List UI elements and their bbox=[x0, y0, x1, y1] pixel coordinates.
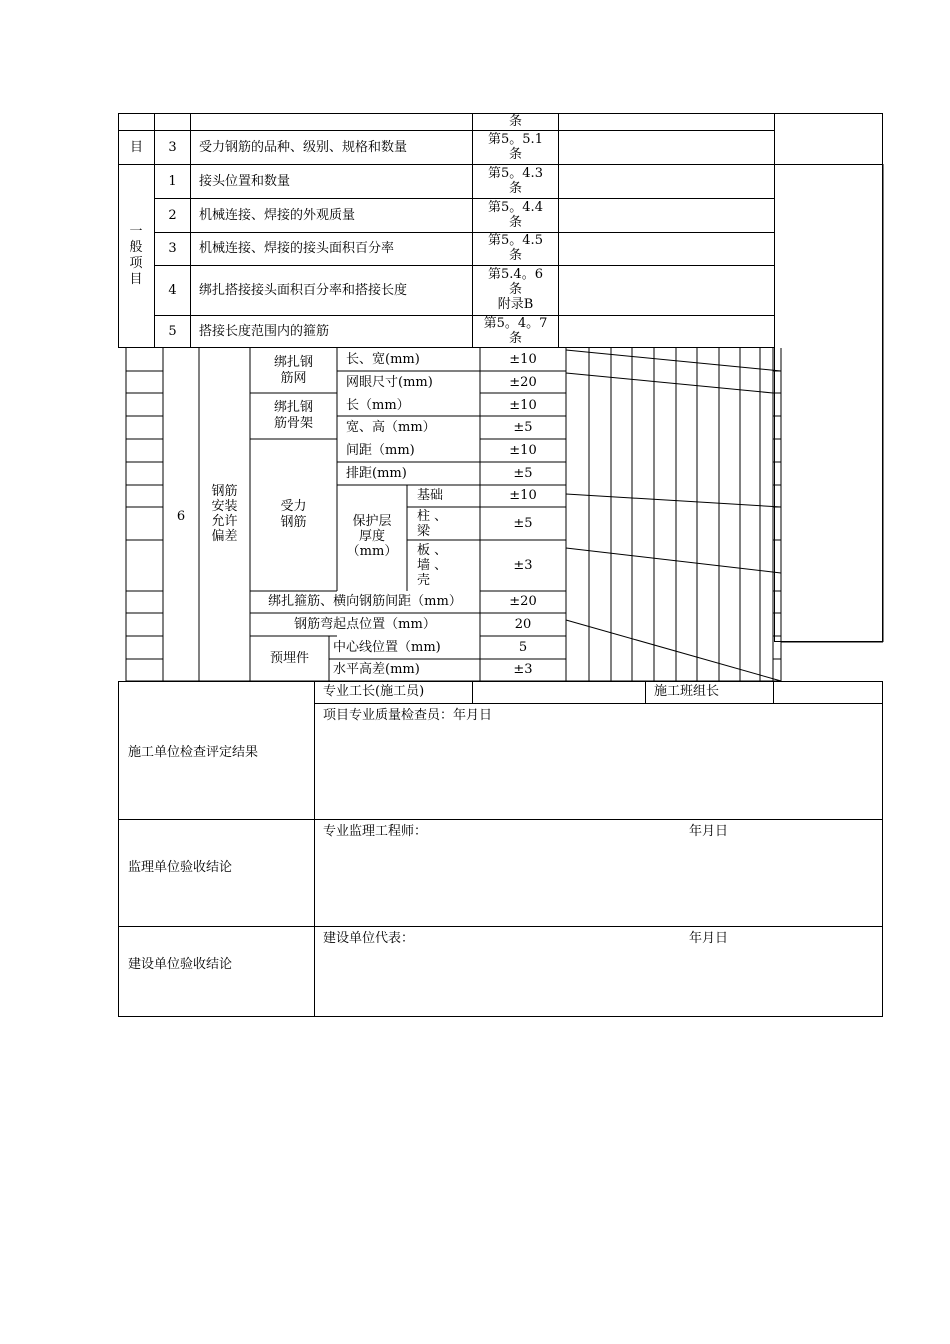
deviation-item: 水平高差(mm) bbox=[333, 662, 420, 677]
deviation-item: 中心线位置（mm) bbox=[333, 640, 441, 655]
item-number: 3 bbox=[168, 140, 177, 155]
deviation-item: 基础 bbox=[417, 488, 444, 503]
item-number: 3 bbox=[168, 241, 177, 256]
item-number: 5 bbox=[168, 324, 177, 339]
deviation-item: 绑扎箍筋、横向钢筋间距（mm） bbox=[268, 594, 462, 609]
clause-text: 第5。4.3 条 bbox=[488, 166, 543, 196]
item-number: 4 bbox=[168, 283, 177, 298]
deviation-item: 钢筋弯起点位置（mm） bbox=[294, 617, 436, 632]
team-leader-label: 施工班组长 bbox=[654, 684, 720, 699]
deviation-item: 间距（mm) bbox=[346, 443, 415, 458]
item-number: 2 bbox=[168, 208, 177, 223]
item-text: 机械连接、焊接的接头面积百分率 bbox=[199, 241, 395, 256]
contractor-inspector-text: 项目专业质量检查员：年月日 bbox=[323, 708, 493, 723]
deviation-item: 排距(mm) bbox=[346, 466, 407, 481]
item-text: 绑扎搭接接头面积百分率和搭接长度 bbox=[199, 283, 408, 298]
group-label-main-bar: 受力 钢筋 bbox=[280, 499, 307, 530]
tolerance-value: 20 bbox=[514, 617, 532, 632]
clause-text: 第5。4.5 条 bbox=[488, 233, 543, 263]
tolerance-value: ±3 bbox=[513, 662, 533, 677]
foreman-value bbox=[472, 681, 646, 704]
deviation-item: 长、宽(mm) bbox=[346, 352, 420, 367]
item-text: 接头位置和数量 bbox=[199, 174, 291, 189]
tolerance-value: ±10 bbox=[509, 443, 537, 458]
tolerance-value: ±10 bbox=[509, 398, 537, 413]
clause-text: 条 bbox=[508, 114, 522, 129]
item-text: 受力钢筋的品种、级别、规格和数量 bbox=[199, 140, 408, 155]
tolerance-value: ±5 bbox=[513, 466, 533, 481]
contractor-label: 施工单位检查评定结果 bbox=[128, 745, 259, 760]
deviation-item: 柱 、 梁 bbox=[417, 509, 448, 539]
tolerance-value: ±20 bbox=[509, 375, 537, 390]
deviation-item: 板 、 墙 、 壳 bbox=[417, 543, 448, 588]
owner-rep-text: 建设单位代表： bbox=[323, 931, 415, 946]
deviation-item: 宽、高（mm） bbox=[346, 420, 436, 435]
supervisor-date: 年月日 bbox=[689, 824, 729, 839]
clause-text: 第5.4。6 条 附录B bbox=[488, 267, 543, 312]
group-label-frame: 绑扎钢 筋骨架 bbox=[273, 400, 313, 431]
supervisor-engineer-text: 专业监理工程师： bbox=[323, 824, 428, 839]
owner-date: 年月日 bbox=[689, 931, 729, 946]
team-leader-value bbox=[773, 681, 883, 704]
clause-text: 第5。4.4 条 bbox=[488, 200, 543, 230]
item-text: 搭接长度范围内的箍筋 bbox=[199, 324, 330, 339]
supervisor-label: 监理单位验收结论 bbox=[128, 860, 233, 875]
group-label-cover: 保护层 厚度 （mm） bbox=[346, 514, 398, 559]
tolerance-value: ±5 bbox=[513, 516, 533, 531]
deviation-item: 网眼尺寸(mm) bbox=[346, 375, 433, 390]
tolerance-value: ±10 bbox=[509, 488, 537, 503]
clause-text: 第5。4。7 条 bbox=[483, 316, 548, 346]
tolerance-value: 5 bbox=[518, 640, 528, 655]
foreman-label: 专业工长(施工员) bbox=[323, 684, 425, 699]
group-label-mesh: 绑扎钢 筋网 bbox=[273, 355, 313, 386]
tolerance-value: ±3 bbox=[513, 558, 533, 573]
item-number: 1 bbox=[168, 174, 177, 189]
item-number: 6 bbox=[176, 509, 186, 524]
deviation-item: 长（mm） bbox=[346, 398, 410, 413]
owner-label: 建设单位验收结论 bbox=[128, 957, 233, 972]
group-label-embedded: 预埋件 bbox=[269, 651, 309, 666]
section-label: 一 般 项 目 bbox=[129, 224, 143, 287]
clause-text: 第5。5.1 条 bbox=[488, 132, 543, 162]
deviation-label: 钢筋 安装 允许 偏差 bbox=[211, 484, 238, 544]
tolerance-value: ±10 bbox=[509, 352, 537, 367]
section-label: 目 bbox=[129, 140, 143, 155]
item-text: 机械连接、焊接的外观质量 bbox=[199, 208, 356, 223]
tolerance-value: ±5 bbox=[513, 420, 533, 435]
tolerance-value: ±20 bbox=[509, 594, 537, 609]
